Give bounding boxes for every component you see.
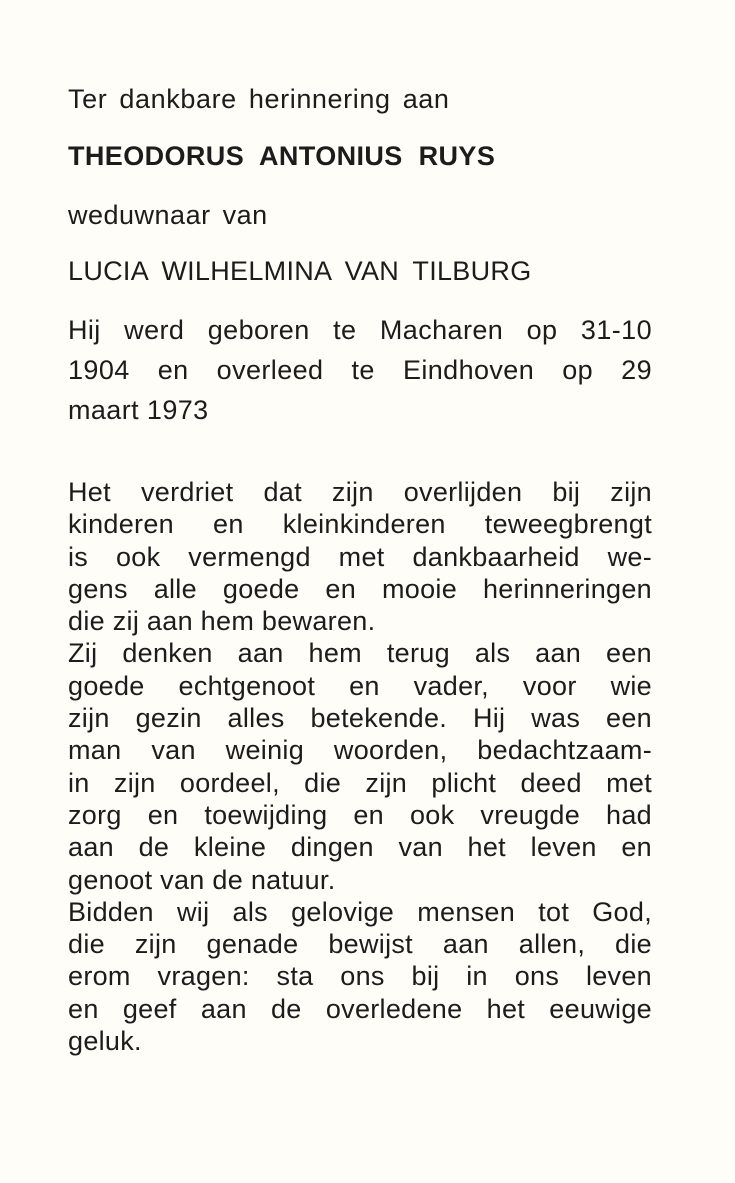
- eulogy-line: goede echtgenoot en vader, voor wie: [68, 670, 652, 701]
- dates-line: 1904 en overleed te Eindhoven op 29: [68, 355, 652, 385]
- intro-text: Ter dankbare herinnering aan: [68, 84, 450, 114]
- eulogy-line: zorg en toewijding en ook vreugde had: [68, 799, 652, 830]
- eulogy-line: Bidden wij als gelovige mensen tot God,: [68, 896, 652, 927]
- eulogy-paragraph: [68, 637, 652, 895]
- eulogy-line: man van weinig woorden, bedachtzaam-: [68, 735, 652, 766]
- dates-line: Hij werd geboren te Macharen op 31-10: [68, 315, 652, 345]
- eulogy-line: is ook vermengd met dankbaarheid we-: [68, 541, 652, 572]
- eulogy-line: zijn gezin alles betekende. Hij was een: [68, 703, 652, 734]
- eulogy-paragraph: [68, 896, 652, 1057]
- eulogy-text: [68, 476, 652, 1057]
- eulogy-line: die zij aan hem bewaren.: [68, 606, 376, 637]
- relation-text: weduwnaar van: [68, 200, 268, 230]
- eulogy-paragraph: [68, 476, 652, 637]
- eulogy-line: gens alle goede en mooie herinneringen: [68, 573, 652, 604]
- eulogy-line: en geef aan de overledene het eeuwige: [68, 993, 652, 1024]
- birth-death-paragraph: [68, 310, 652, 430]
- eulogy-line: kinderen en kleinkinderen teweegbrengt: [68, 509, 652, 540]
- spouse-name: LUCIA WILHELMINA VAN TILBURG: [68, 256, 532, 286]
- eulogy-line: Het verdriet dat zijn overlijden bij zijn: [68, 477, 652, 507]
- deceased-name: THEODORUS ANTONIUS RUYS: [68, 141, 496, 171]
- eulogy-line: aan de kleine dingen van het leven en: [68, 832, 652, 863]
- eulogy-line: die zijn genade bewijst aan allen, die: [68, 929, 652, 960]
- eulogy-line: geluk.: [68, 1026, 142, 1057]
- eulogy-line: Zij denken aan hem terug als aan een: [68, 638, 652, 669]
- dates-line: maart 1973: [68, 395, 209, 425]
- eulogy-line: genoot van de natuur.: [68, 864, 336, 895]
- eulogy-line: in zijn oordeel, die zijn plicht deed met: [68, 767, 652, 798]
- eulogy-line: erom vragen: sta ons bij in ons leven: [68, 961, 652, 992]
